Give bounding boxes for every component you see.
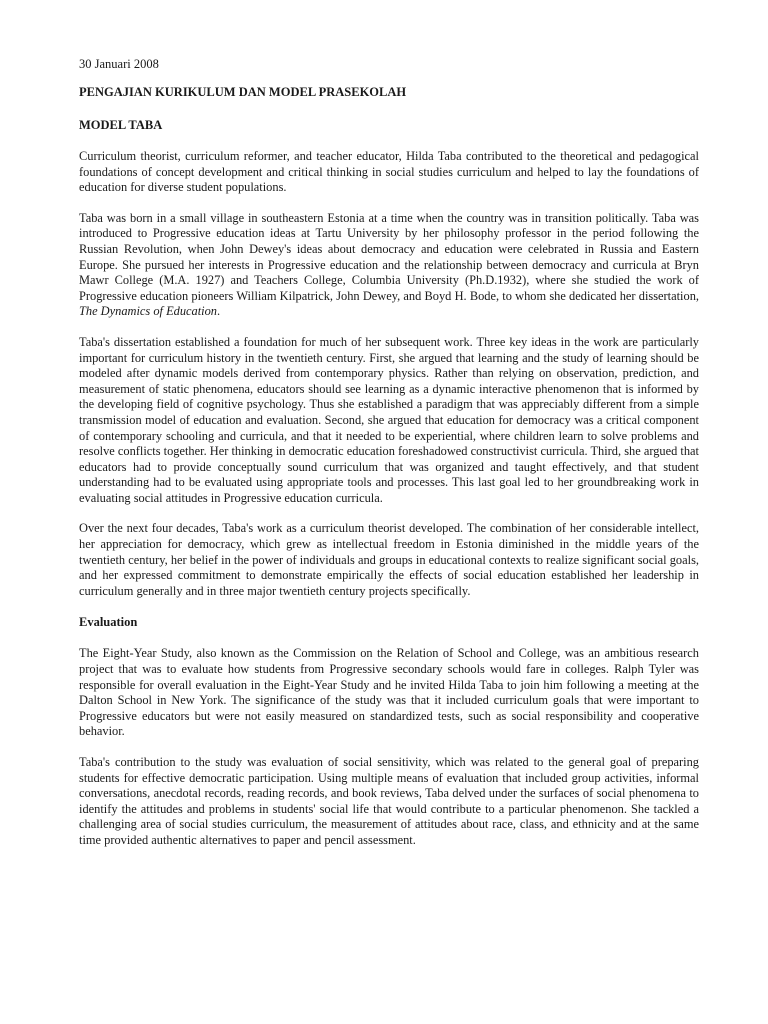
section-title-model-taba: MODEL TABA (79, 118, 163, 132)
section-heading-evaluation: Evaluation (79, 615, 138, 630)
document-date: 30 Januari 2008 (79, 57, 159, 71)
dissertation-title: The Dynamics of Education (79, 304, 217, 319)
paragraph-dissertation: Taba's dissertation established a foundation for much of her subsequent work. Three key ideas in the work are particularly important for curriculum history in the twentieth century. First, she argued that learning and the study of learning should be modeled after dynamic models derived from contemporary physics. Rather than relying on observation, prediction, and measurement of static phenomena, educators should see learning as a dynamic interactive phenomenon that is informed by the developing field of cognitive psychology. Thus she established a paradigm that was appreciably different from a simple transmission model of education and evaluation. Second, she argued that education for democracy was a critical component of contemporary schooling and curricula, and that it needed to be experiential, where children learn to solve problems and resolve conflicts together. Her thinking in democratic education foreshadowed constructivist curricula. Third, she argued that educators had to provide conceptually sound curriculum that was organized and taught effectively, and that student understanding had to be evaluated using appropriate tools and processes. This last goal led to her groundbreaking work in evaluating social attitudes in Progressive education curricula. (79, 334, 699, 505)
paragraph-four-decades: Over the next four decades, Taba's work as a curriculum theorist developed. The combination of her considerable intellect, her appreciation for democracy, which grew as intellectual freedom in Estonia diminished in the middle years of the twentieth century, her belief in the power of individuals and groups in educational contexts to realize significant social goals, and her expressed commitment to demonstrate empirically the effects of social education established her leadership in curriculum generally and in three major twentieth century projects specifically. (79, 521, 699, 598)
paragraph-eight-year-study: The Eight-Year Study, also known as the Commission on the Relation of School and College, was an ambitious research project that was to evaluate how students from Progressive secondary schools would fare in colleges. Ralph Tyler was responsible for overall evaluation in the Eight-Year Study and he invited Hilda Taba to join him following a meeting at the Dalton School in New York. The significance of the study was that it included curriculum goals that were important to Progressive educators but were not easily measured on standardized tests, such as social responsibility and cooperative behavior. (79, 646, 699, 739)
document-page (79, 56, 699, 864)
dissertation-suffix: . (217, 304, 221, 319)
paragraph-intro: Curriculum theorist, curriculum reformer, and teacher educator, Hilda Taba contributed to the theoretical and pedagogical foundations of concept development and critical thinking in social studies curriculum and helped to lay the foundations of education for diverse student populations. (79, 149, 699, 195)
paragraph-biography-text: Taba was born in a small village in southeastern Estonia at a time when the country was in transition politically. Taba was introduced to Progressive education ideas at Tartu University by her philosophy professor in the period following the Russian Revolution, when John Dewey's ideas about democracy and education were celebrated in Russia and Eastern Europe. She pursued her interests in Progressive education and the relationship between democracy and curricula at Bryn Mawr College (M.A. 1927) and Teachers College, Columbia University (Ph.D.1932), where she studied the work of Progressive education pioneers William Kilpatrick, John Dewey, and Boyd H. Bode, to whom she dedicated her dissertation, (79, 210, 699, 303)
document-title: PENGAJIAN KURIKULUM DAN MODEL PRASEKOLAH (79, 85, 407, 99)
paragraph-biography (79, 211, 699, 320)
paragraph-social-sensitivity: Taba's contribution to the study was evaluation of social sensitivity, which was related to the general goal of preparing students for effective democratic participation. Using multiple means of evaluation that included group activities, informal conversations, anecdotal records, reading records, and book reviews, Taba delved under the surfaces of social phenomena to identify the attitudes and problems in students' social life that would contribute to a particular phenomenon. She tackled a challenging area of social studies curriculum, the measurement of attitudes about race, class, and ethnicity and at the same time provided authentic alternatives to paper and pencil assessment. (79, 755, 699, 847)
